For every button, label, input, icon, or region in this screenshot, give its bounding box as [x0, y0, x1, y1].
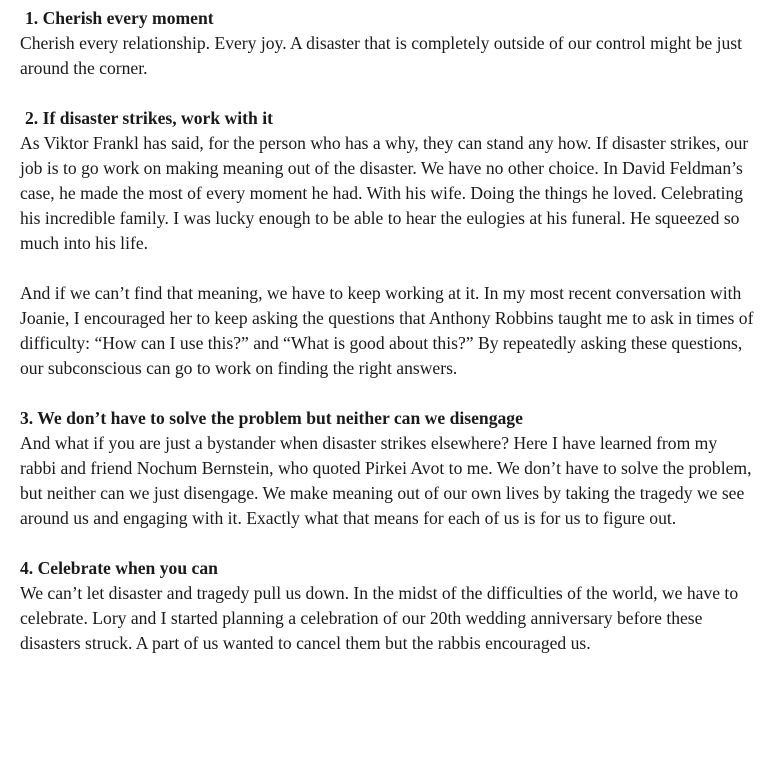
section-heading: 4. Celebrate when you can	[20, 558, 218, 578]
section-work-with-disaster	[20, 106, 756, 381]
section-spacer	[20, 381, 756, 406]
section-paragraph: Cherish every relationship. Every joy. A disaster that is completely outside of our control might be just around the corner.	[20, 33, 743, 78]
section-spacer	[20, 531, 756, 556]
section-cherish-every-moment	[20, 6, 756, 81]
section-heading: 3. We don’t have to solve the problem but neither can we disengage	[20, 408, 523, 428]
article-body	[20, 6, 756, 656]
section-spacer	[20, 81, 756, 106]
section-paragraph: We can’t let disaster and tragedy pull us down. In the midst of the difficulties of the world, we have to celebrate. Lory and I started planning a celebration of our 20th wedding anniversary before these disasters struck. A part of us wanted to cancel them but the rabbis encouraged us.	[20, 583, 739, 653]
section-dont-disengage	[20, 406, 756, 531]
section-paragraph: And what if you are just a bystander when disaster strikes elsewhere? Here I have learned from my rabbi and friend Nochum Bernstein, who quoted Pirkei Avot to me. We don’t have to solve the problem, but neither can we just disengage. We make meaning out of our own lives by taking the tragedy we see around us and engaging with it. Exactly what that means for each of us is for us to figure out.	[20, 433, 752, 528]
section-heading: 2. If disaster strikes, work with it	[25, 108, 273, 128]
section-heading: 1. Cherish every moment	[25, 8, 214, 28]
section-celebrate	[20, 556, 756, 656]
section-paragraph: As Viktor Frankl has said, for the person who has a why, they can stand any how. If disaster strikes, our job is to go work on making meaning out of the disaster. We have no other choice. In David Feldman’s case, he made the most of every moment he had. With his wife. Doing the things he loved. Celebrating his incredible family. I was lucky enough to be able to hear the eulogies at his funeral. He squeezed so much into his life.	[20, 133, 749, 253]
section-paragraph: And if we can’t find that meaning, we have to keep working at it. In my most recent conversation with Joanie, I encouraged her to keep asking the questions that Anthony Robbins taught me to ask in times of difficulty: “How can I use this?” and “What is good about this?” By repeatedly asking these questions, our subconscious can go to work on finding the right answers.	[20, 283, 754, 378]
paragraph-spacer	[20, 256, 756, 281]
